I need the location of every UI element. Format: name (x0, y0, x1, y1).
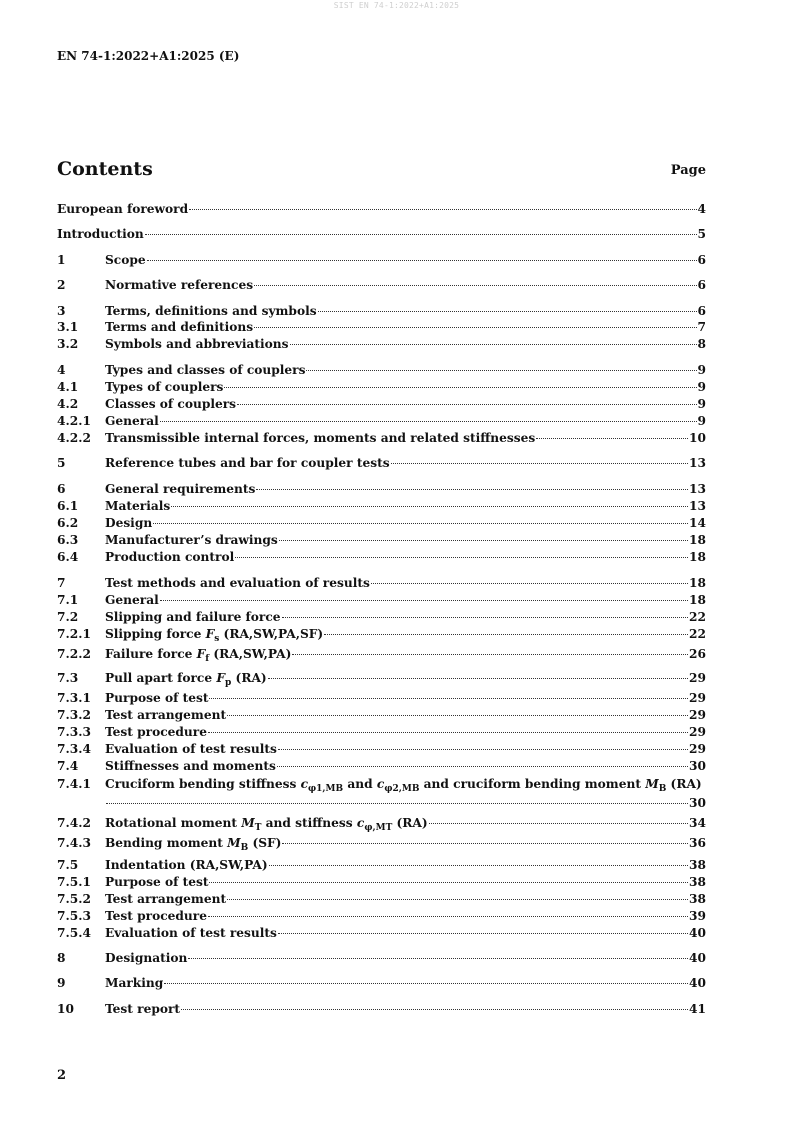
toc-entry[interactable] (57, 413, 706, 430)
toc-entry[interactable] (57, 815, 706, 837)
toc-entry-title-text: Cruciform bending stiffness (105, 777, 301, 791)
toc-entry[interactable] (57, 874, 706, 891)
toc-entry-number: 7.5 (57, 858, 79, 872)
toc-leader-dots (278, 749, 688, 750)
toc-entry-page: 38 (689, 875, 706, 889)
toc-leader-dots (254, 327, 696, 328)
toc-entry-page: 41 (689, 1002, 706, 1016)
toc-leader-dots (269, 865, 688, 866)
toc-entry-title: Terms and definitions (105, 320, 254, 334)
toc-leader-dots (256, 489, 688, 490)
math-symbol-group (241, 816, 262, 833)
toc-entry-number: 7.2.2 (57, 647, 91, 661)
toc-entry-title: Materials (105, 499, 171, 513)
toc-entry-number: 4.2 (57, 397, 79, 411)
math-subscript: B (658, 784, 667, 794)
toc-entry-page: 40 (689, 926, 706, 940)
toc-entry-number: 2 (57, 278, 66, 292)
toc-entry[interactable] (57, 925, 706, 942)
toc-entry[interactable] (57, 336, 706, 353)
toc-entry-title: Symbols and abbreviations (105, 337, 289, 351)
toc-entry-title (105, 646, 291, 668)
toc-entry-title: Transmissible internal forces, moments and related stiffnesses (105, 431, 536, 445)
math-symbol-group (216, 671, 232, 688)
toc-entry-number: 8 (57, 951, 66, 965)
toc-leader-dots (292, 654, 688, 655)
toc-entry-title-text: Bending moment (105, 836, 228, 850)
math-symbol: F (205, 627, 215, 641)
toc-leader-dots (153, 523, 688, 524)
toc-entry-title: Design (105, 516, 153, 530)
toc-entry-title: Marking (105, 976, 164, 990)
math-symbol: M (241, 816, 255, 830)
toc-entry-title: Indentation (RA,SW,PA) (105, 858, 268, 872)
toc-entry-page: 26 (689, 647, 706, 661)
toc-leader-dots (306, 370, 696, 371)
toc-entry-page: 30 (689, 796, 706, 810)
toc-entry-number: 4.2.2 (57, 431, 91, 445)
toc-entry[interactable] (57, 549, 706, 566)
toc-entry-page: 9 (697, 363, 706, 377)
toc-entry-number: 7.2.1 (57, 627, 91, 641)
toc-leader-dots (208, 732, 688, 733)
toc-entry[interactable] (57, 481, 706, 498)
toc-entry-page: 22 (689, 627, 706, 641)
toc-entry-title: Evaluation of test results (105, 742, 277, 756)
toc-entry[interactable] (57, 430, 706, 447)
toc-entry-number: 7.4.1 (57, 777, 91, 791)
toc-entry-number: 4 (57, 363, 66, 377)
toc-entry-title-text: and cruciform bending moment (419, 777, 646, 791)
toc-entry[interactable] (57, 592, 706, 609)
math-symbol: M (227, 836, 241, 850)
toc-entry[interactable] (57, 252, 706, 269)
toc-entry-title: Terms, definitions and symbols (105, 304, 317, 318)
toc-leader-dots (235, 557, 688, 558)
toc-entry-page: 6 (697, 278, 706, 292)
toc-entry-page: 40 (689, 951, 706, 965)
toc-entry-number: 5 (57, 456, 66, 470)
math-symbol: c (356, 816, 365, 830)
toc-entry[interactable] (57, 362, 706, 379)
toc-leader-dots (224, 387, 696, 388)
toc-entry-title: Production control (105, 550, 235, 564)
toc-entry-title: Scope (105, 253, 146, 267)
toc-entry-continuation[interactable] (105, 795, 706, 812)
toc-entry-title: Types of couplers (105, 380, 224, 394)
toc-leader-dots (536, 438, 688, 439)
toc-entry-title: Test methods and evaluation of results (105, 576, 370, 590)
toc-entry-title (105, 835, 281, 857)
toc-entry-title: Types and classes of couplers (105, 363, 306, 377)
toc-leader-dots (282, 617, 689, 618)
toc-entry-number: 1 (57, 253, 66, 267)
toc-entry-number: 7.3.4 (57, 742, 91, 756)
toc-entry-title (105, 670, 267, 692)
toc-entry-page: 39 (689, 909, 706, 923)
toc-entry-title-text: and (343, 777, 377, 791)
toc-entry[interactable] (57, 498, 706, 515)
math-subscript: φ2,MB (384, 784, 420, 794)
toc-leader-dots (227, 715, 688, 716)
toc-entry[interactable] (57, 515, 706, 532)
toc-leader-dots (371, 583, 688, 584)
toc-entry[interactable] (57, 303, 706, 320)
toc-entry-number: 7.5.2 (57, 892, 91, 906)
toc-entry-title: Reference tubes and bar for coupler tests (105, 456, 390, 470)
toc-entry-page: 18 (689, 550, 706, 564)
toc-entry-page: 5 (697, 227, 706, 241)
math-symbol-group (376, 777, 420, 794)
math-subscript: B (240, 843, 249, 853)
toc-entry-number: 7.2 (57, 610, 79, 624)
toc-entry-title: Normative references (105, 278, 254, 292)
toc-entry-number: 3.2 (57, 337, 79, 351)
toc-leader-dots (164, 983, 688, 984)
toc-entry-title-text: Pull apart force (105, 671, 217, 685)
toc-entry-number: 10 (57, 1002, 74, 1016)
math-subscript: s (214, 634, 220, 644)
toc-entry[interactable] (57, 690, 706, 707)
toc-entry-title-text: (RA) (231, 671, 267, 685)
toc-entry-title: Test procedure (105, 909, 207, 923)
toc-entry-number: 7.4 (57, 759, 79, 773)
toc-leader-dots (227, 899, 688, 900)
toc-entry[interactable] (57, 670, 706, 692)
toc-entry-title: Test report (105, 1002, 181, 1016)
toc-leader-dots (268, 678, 688, 679)
toc-leader-dots (324, 634, 688, 635)
math-subscript: p (225, 678, 232, 688)
toc-entry[interactable] (57, 201, 706, 218)
toc-entry-number: 7.5.1 (57, 875, 91, 889)
toc-entry-page: 9 (697, 380, 706, 394)
toc-entry-title: Manufacturer’s drawings (105, 533, 278, 547)
page-number: 2 (57, 1068, 67, 1083)
toc-entry-title: Designation (105, 951, 188, 965)
toc-entry-number: 7.4.2 (57, 816, 91, 830)
toc-entry-title: Introduction (57, 227, 144, 241)
toc-entry[interactable] (57, 758, 706, 775)
toc-entry-title: Purpose of test (105, 691, 209, 705)
math-symbol-group (300, 777, 344, 794)
math-symbol-group (205, 627, 220, 644)
toc-entry-title: Test procedure (105, 725, 207, 739)
toc-entry[interactable] (57, 891, 706, 908)
toc-entry-page: 22 (689, 610, 706, 624)
toc-entry-page: 30 (689, 759, 706, 773)
math-subscript: f (205, 654, 210, 664)
toc-entry-title: General (105, 414, 159, 428)
toc-leader-dots (147, 260, 697, 261)
toc-entry-page: 38 (689, 892, 706, 906)
toc-entry-title (105, 815, 428, 837)
toc-entry-page: 13 (689, 482, 706, 496)
toc-entry-number: 3 (57, 304, 66, 318)
toc-leader-dots (237, 404, 696, 405)
toc-leader-dots (318, 311, 697, 312)
toc-leader-dots (208, 916, 688, 917)
toc-entry-page: 29 (689, 742, 706, 756)
toc-entry[interactable] (57, 626, 706, 648)
toc-entry-title: General requirements (105, 482, 256, 496)
toc-entry-page: 8 (697, 337, 706, 351)
toc-leader-dots (189, 209, 696, 210)
math-symbol: F (216, 671, 226, 685)
toc-entry-page: 10 (689, 431, 706, 445)
toc-entry[interactable] (57, 835, 706, 857)
toc-entry-title: Classes of couplers (105, 397, 237, 411)
math-symbol: M (645, 777, 659, 791)
toc-entry-title: General (105, 593, 159, 607)
toc-entry-title: Test arrangement (105, 892, 227, 906)
toc-leader-dots (391, 463, 688, 464)
toc-leader-dots (106, 803, 688, 804)
toc-entry-number: 7.5.3 (57, 909, 91, 923)
toc-leader-dots (429, 823, 688, 824)
toc-entry[interactable] (57, 226, 706, 243)
toc-entry-page: 40 (689, 976, 706, 990)
toc-entry-page: 29 (689, 708, 706, 722)
toc-leader-dots (277, 766, 688, 767)
toc-entry[interactable] (57, 277, 706, 294)
toc-entry-number: 6 (57, 482, 66, 496)
math-symbol: c (300, 777, 309, 791)
toc-leader-dots (160, 600, 688, 601)
toc-entry-number: 7.3.1 (57, 691, 91, 705)
toc-entry[interactable] (57, 379, 706, 396)
toc-entry-page: 13 (689, 499, 706, 513)
toc-entry-title: European foreword (57, 202, 189, 216)
toc-leader-dots (279, 540, 688, 541)
toc-entry-page: 9 (697, 397, 706, 411)
toc-entry[interactable] (57, 455, 706, 472)
toc-entry-page: 29 (689, 725, 706, 739)
toc-entry-title: Test arrangement (105, 708, 227, 722)
toc-entry-page: 29 (689, 691, 706, 705)
toc-entry-number: 6.1 (57, 499, 79, 513)
toc-leader-dots (181, 1009, 688, 1010)
toc-entry-page: 13 (689, 456, 706, 470)
toc-leader-dots (160, 421, 697, 422)
toc-entry[interactable] (57, 1001, 706, 1018)
toc-leader-dots (254, 285, 696, 286)
toc-entry-title: Purpose of test (105, 875, 209, 889)
toc-leader-dots (209, 698, 688, 699)
toc-entry-title: Evaluation of test results (105, 926, 277, 940)
toc-entry-page: 36 (689, 836, 706, 850)
toc-entry-page: 18 (689, 533, 706, 547)
toc-leader-dots (171, 506, 688, 507)
toc-entry-page: 9 (697, 414, 706, 428)
toc-entry-page: 38 (689, 858, 706, 872)
math-symbol-group (645, 777, 667, 794)
toc-entry-page: 18 (689, 593, 706, 607)
toc-leader-dots (188, 958, 688, 959)
document-id: EN 74-1:2022+A1:2025 (E) (57, 49, 240, 63)
math-symbol-group (196, 647, 210, 664)
toc-entry[interactable] (57, 741, 706, 758)
toc-entry-number: 6.2 (57, 516, 79, 530)
toc-entry-page: 14 (689, 516, 706, 530)
math-subscript: T (254, 823, 262, 833)
toc-entry-title-text: (RA) (392, 816, 428, 830)
toc-entry[interactable] (57, 724, 706, 741)
toc-leader-dots (209, 882, 688, 883)
toc-leader-dots (145, 234, 697, 235)
toc-entry-page: 4 (697, 202, 706, 216)
toc-leader-dots (278, 933, 688, 934)
toc-entry[interactable] (57, 857, 706, 874)
toc-entry[interactable] (57, 975, 706, 992)
toc-entry-number: 3.1 (57, 320, 79, 334)
toc-entry-number: 7.5.4 (57, 926, 91, 940)
math-symbol-group (227, 836, 249, 853)
toc-entry-number: 6.4 (57, 550, 79, 564)
toc-entry-number: 4.2.1 (57, 414, 91, 428)
toc-entry-number: 7.3 (57, 671, 79, 685)
math-symbol-group (356, 816, 393, 833)
math-symbol: F (196, 647, 206, 661)
toc-entry-title-text: (RA) (666, 777, 702, 791)
page-column-label: Page (670, 163, 706, 178)
toc-entry-title-text: (RA,SW,PA) (209, 647, 292, 661)
toc-entry[interactable] (57, 532, 706, 549)
math-symbol: c (376, 777, 385, 791)
toc-leader-dots (282, 843, 688, 844)
math-subscript: φ1,MB (308, 784, 344, 794)
toc-entry-number: 7 (57, 576, 66, 590)
toc-entry-number: 7.3.3 (57, 725, 91, 739)
watermark: SIST EN 74-1:2022+A1:2025 (333, 1, 460, 10)
toc-entry-number: 7.4.3 (57, 836, 91, 850)
toc-entry[interactable] (57, 396, 706, 413)
toc-entry[interactable] (57, 707, 706, 724)
toc-entry-page: 6 (697, 304, 706, 318)
toc-entry-title-text: Failure force (105, 647, 197, 661)
toc-entry-page: 18 (689, 576, 706, 590)
toc-entry[interactable] (57, 646, 706, 668)
toc-entry-title (105, 626, 323, 648)
math-subscript: φ,MT (364, 823, 393, 833)
toc-entry-page: 6 (697, 253, 706, 267)
toc-entry-page: 34 (689, 816, 706, 830)
toc-entry[interactable] (57, 950, 706, 967)
toc-entry-title: Slipping and failure force (105, 610, 281, 624)
toc-leader-dots (290, 344, 697, 345)
toc-entry[interactable] (57, 609, 706, 626)
toc-entry-title-text: Slipping force (105, 627, 206, 641)
toc-entry-title: Stiffnesses and moments (105, 759, 276, 773)
toc-entry-title-text: (SF) (248, 836, 282, 850)
toc-entry-title-text: (RA,SW,PA,SF) (219, 627, 324, 641)
toc-entry-page: 29 (689, 671, 706, 685)
toc-entry[interactable] (57, 575, 706, 592)
toc-entry-page: 7 (697, 320, 706, 334)
toc-entry-title-text: Rotational moment (105, 816, 242, 830)
toc-entry-number: 7.3.2 (57, 708, 91, 722)
toc-entry-number: 6.3 (57, 533, 79, 547)
toc-entry[interactable] (57, 319, 706, 336)
toc-entry[interactable] (57, 908, 706, 925)
toc-entry-title-text: and stiffness (261, 816, 357, 830)
page-title: Contents (57, 158, 153, 180)
toc-entry-number: 7.1 (57, 593, 79, 607)
toc-entry-number: 4.1 (57, 380, 79, 394)
toc-entry-number: 9 (57, 976, 66, 990)
